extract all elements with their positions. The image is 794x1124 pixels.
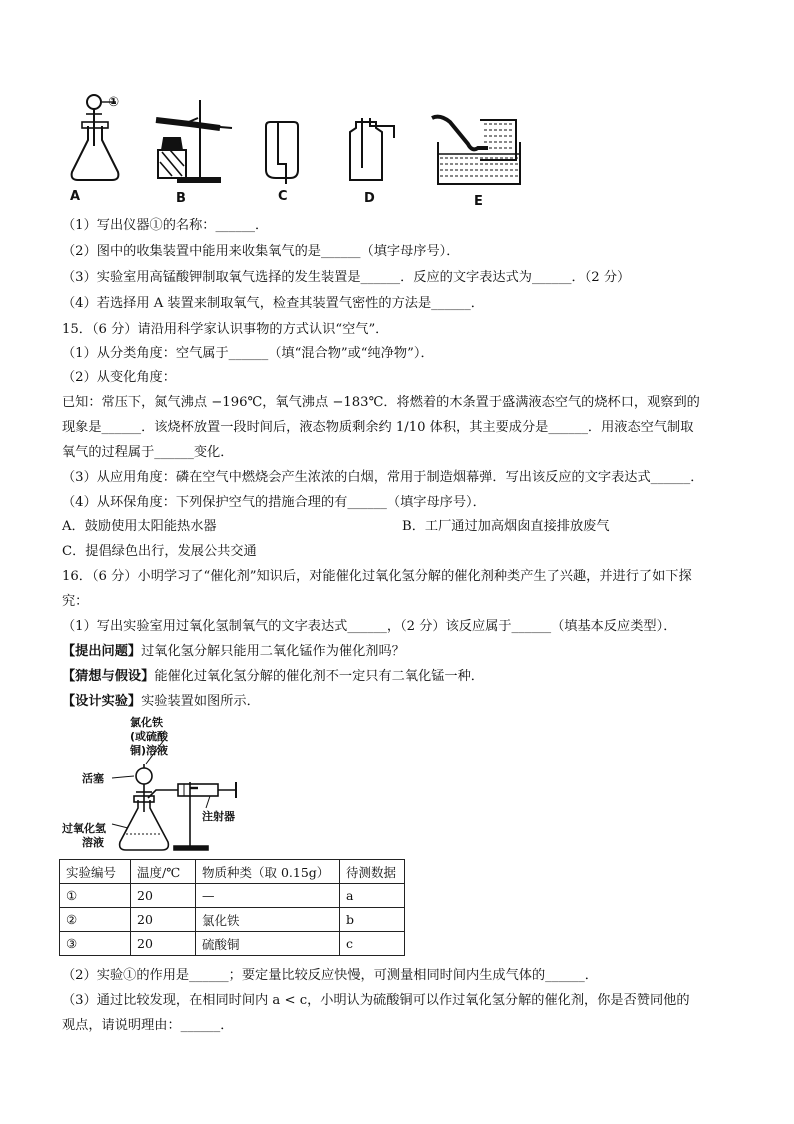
apparatus-figure <box>60 88 540 208</box>
table-cell: ② <box>60 908 131 932</box>
label-valve: 活塞 <box>82 772 104 785</box>
table-cell: c <box>340 932 405 956</box>
figure-label-a: A <box>70 189 81 204</box>
q16-guess <box>62 667 484 687</box>
q15-line-1: （1）从分类角度：空气属于______（填“混合物”或“纯净物”）． <box>62 346 434 361</box>
q15-option-b: B．工厂通过加高烟囱直接排放废气 <box>402 519 610 534</box>
label-h2o2-l2: 溶液 <box>82 836 104 849</box>
figure-label-d: D <box>364 191 375 206</box>
q15-option-a: A．鼓励使用太阳能热水器 <box>62 519 217 534</box>
table-header: 物质种类（取 0.15g） <box>196 860 340 884</box>
q14-line-2: （2）图中的收集装置中能用来收集氧气的是______（填字母序号）． <box>62 244 460 259</box>
apparatus-c <box>266 122 298 184</box>
q14-line-4: （4）若选择用 A 装置来制取氧气，检查其装置气密性的方法是______． <box>62 296 484 311</box>
table-cell: b <box>340 908 405 932</box>
q14-line-1: （1）写出仪器①的名称：______． <box>62 218 269 233</box>
experiment-setup-figure <box>60 716 300 862</box>
q15-line-3: 已知：常压下，氮气沸点 −196℃，氧气沸点 −183℃．将燃着的木条置于盛满液态空气的烧杯口，观察到的 <box>62 395 700 410</box>
table-row <box>60 908 405 932</box>
apparatus-d <box>350 118 394 180</box>
table-header: 温度/℃ <box>131 860 196 884</box>
q16-ask-text: 过氧化氢分解只能用二氧化锰作为催化剂吗？ <box>141 644 405 659</box>
label-h2o2-l1: 过氧化氢 <box>62 822 106 835</box>
q16-line-3a: （3）通过比较发现，在相同时间内 a < c，小明认为硫酸铜可以作过氧化氢分解的催化剂，你是否赞同他的 <box>62 993 690 1008</box>
apparatus-b <box>156 100 232 182</box>
q16-design-tag: 【设计实验】 <box>62 694 142 709</box>
apparatus-e <box>432 117 520 184</box>
q16-title-line-2: 究： <box>62 594 89 609</box>
table-cell: a <box>340 884 405 908</box>
table-cell: 20 <box>131 884 196 908</box>
q14-line-3: （3）实验室用高锰酸钾制取氧气选择的发生装置是______．反应的文字表达式为______．（2 分） <box>62 270 631 285</box>
table-cell: 20 <box>131 932 196 956</box>
q15-option-c: C．提倡绿色出行，发展公共交通 <box>62 544 257 559</box>
table-header: 待测数据 <box>340 860 405 884</box>
table-cell: 硫酸铜 <box>196 932 340 956</box>
q15-line-4: 现象是______．该烧杯放置一段时间后，液态物质剩余约 1/10 体积，其主要成分是______．用液态空气制取 <box>62 420 694 435</box>
q16-title-line-1: 16．（6 分）小明学习了“催化剂”知识后，对能催化过氧化氢分解的催化剂种类产生了兴趣，并进行了如下探 <box>62 569 692 584</box>
label-catalyst-l3: 铜)溶液 <box>130 744 169 757</box>
label-syringe: 注射器 <box>202 810 235 823</box>
q16-guess-tag: 【猜想与假设】 <box>62 669 155 684</box>
q16-line-2: （2）实验①的作用是______；要定量比较反应快慢，可测量相同时间内生成气体的______． <box>62 968 598 983</box>
label-catalyst-l1: 氯化铁 <box>130 716 163 729</box>
figure-marker-1: ① <box>108 95 120 110</box>
figure-label-b: B <box>176 191 186 206</box>
q16-design-text: 实验装置如图所示． <box>141 694 260 709</box>
q15-line-2: （2）从变化角度： <box>62 370 176 385</box>
table-row <box>60 884 405 908</box>
q15-line-7: （4）从环保角度：下列保护空气的措施合理的有______（填字母序号）． <box>62 495 486 510</box>
q16-line-3b: 观点，请说明理由：______． <box>62 1018 234 1033</box>
figure-label-e: E <box>474 194 483 208</box>
q15-title: 15．（6 分）请沿用科学家认识事物的方式认识“空气”． <box>62 322 389 337</box>
table-header: 实验编号 <box>60 860 131 884</box>
figure-label-c: C <box>278 189 288 204</box>
q15-line-6: （3）从应用角度：磷在空气中燃烧会产生浓浓的白烟，常用于制造烟幕弹．写出该反应的文字表达式______． <box>62 470 704 485</box>
table-cell: ① <box>60 884 131 908</box>
experiment-table <box>59 859 405 956</box>
table-cell: ③ <box>60 932 131 956</box>
table-cell: 氯化铁 <box>196 908 340 932</box>
table-cell: — <box>196 884 340 908</box>
table-row <box>60 932 405 956</box>
q16-ask-tag: 【提出问题】 <box>62 644 142 659</box>
table-cell: 20 <box>131 908 196 932</box>
table-header-row <box>60 860 405 884</box>
q15-line-5: 氧气的过程属于______变化． <box>62 445 234 460</box>
q16-line-1: （1）写出实验室用过氧化氢制氧气的文字表达式______，（2 分）该反应属于______（填基本反应类型）． <box>62 619 677 634</box>
label-catalyst-l2: (或硫酸 <box>130 730 169 743</box>
q16-guess-text: 能催化过氧化氢分解的催化剂不一定只有二氧化锰一种． <box>154 669 484 684</box>
q16-ask <box>62 642 405 662</box>
q16-design <box>62 692 260 712</box>
